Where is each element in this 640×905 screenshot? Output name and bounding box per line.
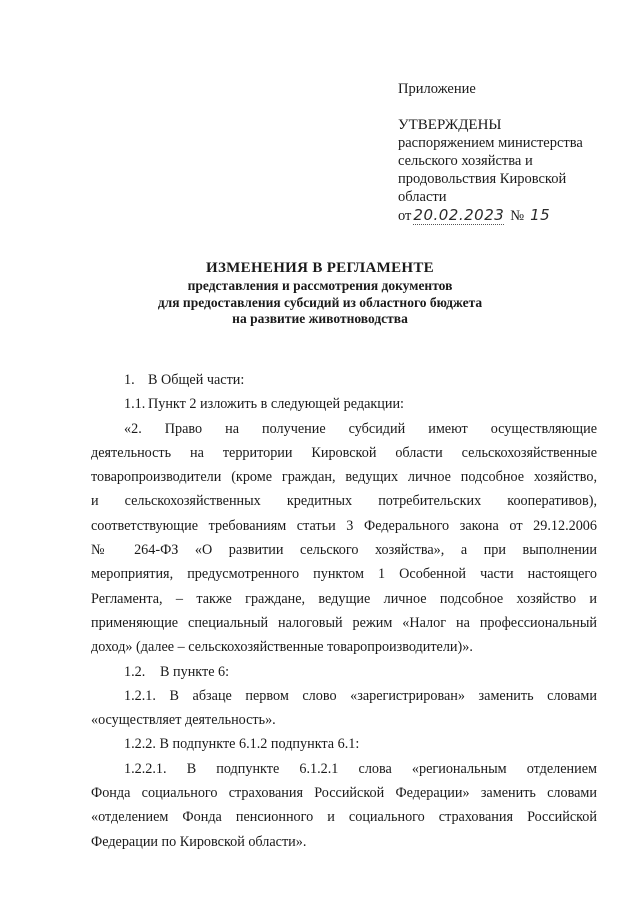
handwritten-number: 15 — [530, 206, 551, 224]
item-number: 1. — [124, 372, 135, 388]
quote-line: № 264-ФЗ «О развитии сельского хозяйства», а при выполнении — [91, 542, 597, 559]
item-text: Пункт 2 изложить в следующей редакции: — [148, 396, 404, 413]
quote-line: товаропроизводители (кроме граждан, ведущих личное подсобное хозяйство, — [91, 469, 597, 486]
item-1-2-1-line: 1.2.1. В абзаце первом слово «зарегистрирован» заменить словами — [124, 687, 597, 704]
quote-line: «2. Право на получение субсидий имеют осуществляющие — [124, 420, 597, 437]
title-subline: представления и рассмотрения документов — [187, 278, 453, 293]
title-main: ИЗМЕНЕНИЯ В РЕГЛАМЕНТЕ — [206, 260, 434, 276]
item-1-2-1-line: «осуществляет деятельность». — [91, 712, 276, 729]
document-title — [60, 258, 580, 328]
item-1-2-2-1-line: «отделением Фонда пенсионного и социального страхования Российской — [91, 809, 597, 826]
approved-by-line: сельского хозяйства и — [398, 153, 533, 169]
approved-by-line: области — [398, 189, 447, 205]
approved-by-line: распоряжением министерства — [398, 135, 583, 151]
quote-line: соответствующие требованиям статьи 3 Федерального закона от 29.12.2006 — [91, 517, 597, 534]
quote-line: деятельность на территории Кировской области сельскохозяйственные — [91, 444, 597, 461]
item-number: 1.1. — [124, 396, 146, 413]
quote-line: Регламента, – также граждане, ведущие личное подсобное хозяйство и — [91, 590, 597, 607]
item-1-2-2-1-line: Фонда социального страхования Российской Федерации» заменить словами — [91, 785, 597, 802]
item-1-2-2: 1.2.2. В подпункте 6.1.2 подпункта 6.1: — [124, 736, 360, 753]
approved-by-line: продовольствия Кировской — [398, 171, 567, 187]
date-prefix: от — [398, 208, 412, 224]
item-1-2-2-1-line: 1.2.2.1. В подпункте 6.1.2.1 слова «региональным отделением — [124, 760, 597, 777]
quote-line: мероприятия, предусмотренного пунктом 1 Особенной части настоящего — [91, 566, 597, 583]
item-1-2 — [91, 660, 597, 684]
number-prefix: № — [510, 208, 525, 224]
approved-label: УТВЕРЖДЕНЫ — [398, 117, 502, 133]
item-1 — [91, 368, 597, 392]
quote-line: доход» (далее – сельскохозяйственные товаропроизводители)». — [91, 639, 473, 656]
handwritten-date: 20.02.2023 — [413, 206, 505, 224]
date-number-line — [398, 206, 618, 225]
quote-line: и сельскохозяйственных кредитных потребительских кооперативов), — [91, 493, 597, 510]
item-text: В Общей части: — [148, 372, 245, 388]
item-number: 1.2. — [124, 663, 146, 680]
item-1-2-2-1-line: Федерации по Кировской области». — [91, 833, 307, 850]
document-body — [91, 368, 597, 854]
quote-line: применяющие специальный налоговый режим «Налог на профессиональный — [91, 614, 597, 631]
title-subline: на развитие животноводства — [232, 311, 408, 326]
item-1-1 — [91, 392, 597, 416]
item-text: В пункте 6: — [160, 663, 230, 680]
appendix-label: Приложение — [398, 81, 476, 97]
title-subline: для предоставления субсидий из областного бюджета — [157, 294, 483, 310]
approval-block — [398, 80, 618, 225]
